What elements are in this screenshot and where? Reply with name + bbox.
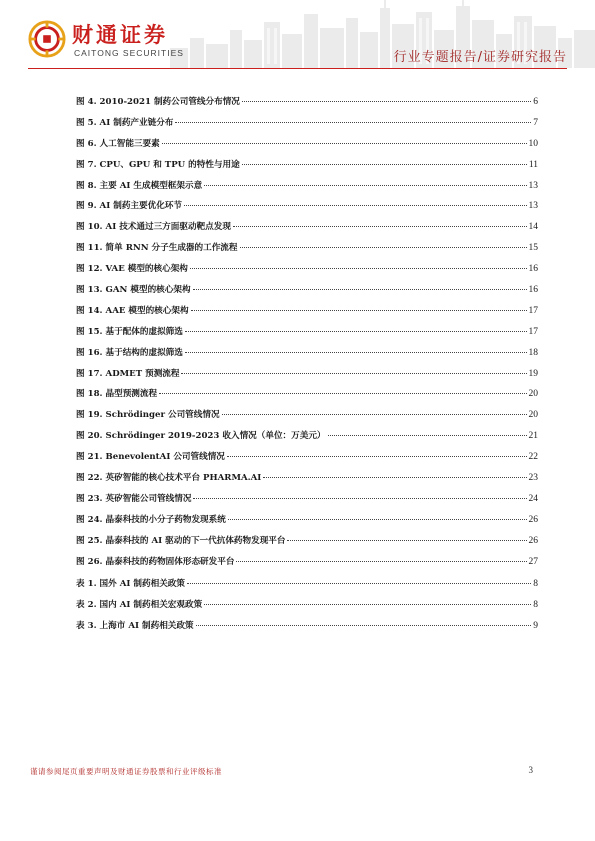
toc-entry-page: 9 xyxy=(533,620,538,631)
toc-entry-label: 图 17. ADMET 预测流程 xyxy=(76,368,180,379)
toc-entry[interactable] xyxy=(76,158,538,179)
toc-entry-label: 图 10. AI 技术通过三方面驱动靶点发现 xyxy=(76,222,231,233)
dot-leader xyxy=(222,414,527,415)
dot-leader xyxy=(228,519,527,520)
dot-leader xyxy=(162,143,527,144)
toc-entry[interactable] xyxy=(76,492,538,513)
toc-entry-label: 图 16. 基于结构的虚拟筛选 xyxy=(76,347,183,358)
toc-entry[interactable] xyxy=(76,577,538,598)
toc-entry-label: 表 1. 国外 AI 制药相关政策 xyxy=(76,579,185,589)
toc-entry[interactable] xyxy=(76,450,538,471)
toc-entry-label: 图 15. 基于配体的虚拟筛选 xyxy=(76,326,183,337)
toc-entry-label: 图 18. 晶型预测流程 xyxy=(76,389,158,400)
toc-entry-page: 13 xyxy=(528,201,538,212)
toc-entry-label: 图 9. AI 制药主要优化环节 xyxy=(76,201,182,212)
caitong-logo-icon xyxy=(28,20,66,58)
toc-entry-page: 20 xyxy=(528,410,538,421)
toc-entry[interactable] xyxy=(76,179,538,200)
toc-entry-page: 16 xyxy=(528,264,538,275)
toc-entry-label: 图 12. VAE 模型的核心架构 xyxy=(76,264,188,275)
toc-entry-page: 21 xyxy=(528,431,538,442)
toc-entry[interactable] xyxy=(76,262,538,283)
toc-entry-page: 16 xyxy=(528,285,538,296)
toc-entry-label: 图 20. Schrödinger 2019-2023 收入情况（单位：万美元） xyxy=(76,431,326,442)
toc-entry[interactable] xyxy=(76,346,538,367)
footer-disclaimer: 谨请参阅尾页重要声明及财通证券股票和行业评级标准 xyxy=(30,767,222,776)
toc-entry-page: 23 xyxy=(528,473,538,484)
toc-entry[interactable] xyxy=(76,429,538,450)
header-divider xyxy=(28,68,567,69)
dot-leader xyxy=(185,352,527,353)
toc-entry-label: 图 24. 晶泰科技的小分子药物发现系统 xyxy=(76,514,226,525)
toc-entry-page: 8 xyxy=(533,579,538,589)
dot-leader xyxy=(187,583,531,584)
toc-entry-label: 图 8. 主要 AI 生成模型框架示意 xyxy=(76,180,203,191)
dot-leader xyxy=(287,540,526,541)
toc-entry-label: 表 2. 国内 AI 制药相关宏观政策 xyxy=(76,599,203,610)
figure-list xyxy=(76,95,538,575)
toc-entry-page: 22 xyxy=(528,452,538,463)
dot-leader xyxy=(193,498,526,499)
toc-entry[interactable] xyxy=(76,367,538,388)
toc-entry[interactable] xyxy=(76,137,538,158)
toc-entry-label: 图 21. BenevolentAI 公司管线情况 xyxy=(76,452,225,463)
dot-leader xyxy=(263,477,526,478)
report-type-label: 行业专题报告/证券研究报告 xyxy=(393,50,567,65)
toc-entry-label: 图 25. 晶泰科技的 AI 驱动的下一代抗体药物发现平台 xyxy=(76,535,286,546)
toc-entry-label: 图 13. GAN 模型的核心架构 xyxy=(76,285,191,296)
toc-entry-label: 表 3. 上海市 AI 制药相关政策 xyxy=(76,620,194,631)
toc-entry[interactable] xyxy=(76,116,538,137)
dot-leader xyxy=(227,456,527,457)
toc-entry-label: 图 23. 英矽智能公司管线情况 xyxy=(76,493,192,504)
dot-leader xyxy=(204,604,531,605)
toc-entry-page: 27 xyxy=(528,556,538,567)
toc-entry[interactable] xyxy=(76,387,538,408)
toc-entry-label: 图 7. CPU、GPU 和 TPU 的特性与用途 xyxy=(76,159,240,170)
toc-entry[interactable] xyxy=(76,220,538,241)
toc-entry[interactable] xyxy=(76,619,538,640)
toc-entry[interactable] xyxy=(76,513,538,534)
toc-entry-page: 11 xyxy=(528,159,538,170)
footer-page-number: 3 xyxy=(528,765,533,775)
toc-entry-label: 图 22. 英矽智能的核心技术平台 PHARMA.AI xyxy=(76,473,262,484)
toc-entry-page: 24 xyxy=(528,493,538,504)
dot-leader xyxy=(191,310,527,311)
dot-leader xyxy=(181,373,526,374)
dot-leader xyxy=(190,268,527,269)
dot-leader xyxy=(196,625,532,626)
toc-entry-page: 20 xyxy=(528,389,538,400)
dot-leader xyxy=(175,122,531,123)
dot-leader xyxy=(185,331,527,332)
toc-entry-page: 17 xyxy=(528,305,538,316)
dot-leader xyxy=(242,101,531,102)
toc-entry[interactable] xyxy=(76,471,538,492)
toc-entry-label: 图 14. AAE 模型的核心架构 xyxy=(76,305,189,316)
toc-entry[interactable] xyxy=(76,534,538,555)
toc-entry[interactable] xyxy=(76,598,538,619)
toc-entry-page: 10 xyxy=(528,138,538,149)
toc-entry-page: 17 xyxy=(528,326,538,337)
dot-leader xyxy=(242,164,527,165)
toc-entry-label: 图 6. 人工智能三要素 xyxy=(76,138,160,149)
toc-entry-page: 13 xyxy=(528,180,538,191)
toc-entry-page: 19 xyxy=(528,368,538,379)
toc-entry[interactable] xyxy=(76,199,538,220)
dot-leader xyxy=(204,185,526,186)
toc-entry-page: 26 xyxy=(528,514,538,525)
toc-entry[interactable] xyxy=(76,304,538,325)
toc-entry-page: 18 xyxy=(528,347,538,358)
toc-entry-page: 7 xyxy=(533,117,538,128)
toc-entry-page: 15 xyxy=(528,243,538,254)
logo-chinese-name: 财通证券 xyxy=(72,23,168,47)
toc-entry-label: 图 5. AI 制药产业链分布 xyxy=(76,117,174,128)
toc-entry[interactable] xyxy=(76,241,538,262)
toc-entry-label: 图 19. Schrödinger 公司管线情况 xyxy=(76,410,220,421)
dot-leader xyxy=(240,247,527,248)
dot-leader xyxy=(184,205,527,206)
dot-leader xyxy=(233,226,527,227)
toc-entry[interactable] xyxy=(76,283,538,304)
dot-leader xyxy=(328,435,527,436)
toc-entry-page: 14 xyxy=(528,222,538,233)
logo-english-name: CAITONG SECURITIES xyxy=(74,48,184,58)
toc-entry[interactable] xyxy=(76,95,538,116)
toc-entry-label: 图 11. 简单 RNN 分子生成器的工作流程 xyxy=(76,243,238,254)
toc-entry[interactable] xyxy=(76,325,538,346)
toc-entry-page: 6 xyxy=(533,97,538,107)
toc-entry-label: 图 4. 2010-2021 制药公司管线分布情况 xyxy=(76,97,240,107)
toc-entry[interactable] xyxy=(76,408,538,429)
toc-entry-page: 26 xyxy=(528,535,538,546)
dot-leader xyxy=(159,393,526,394)
dot-leader xyxy=(193,289,527,290)
company-logo xyxy=(28,18,184,64)
dot-leader xyxy=(236,561,526,562)
toc-entry-page: 8 xyxy=(533,599,538,610)
toc-entry[interactable] xyxy=(76,555,538,576)
toc-entry-label: 图 26. 晶泰科技的药物固体形态研发平台 xyxy=(76,556,235,567)
table-list xyxy=(76,577,538,640)
page-header xyxy=(0,0,595,84)
